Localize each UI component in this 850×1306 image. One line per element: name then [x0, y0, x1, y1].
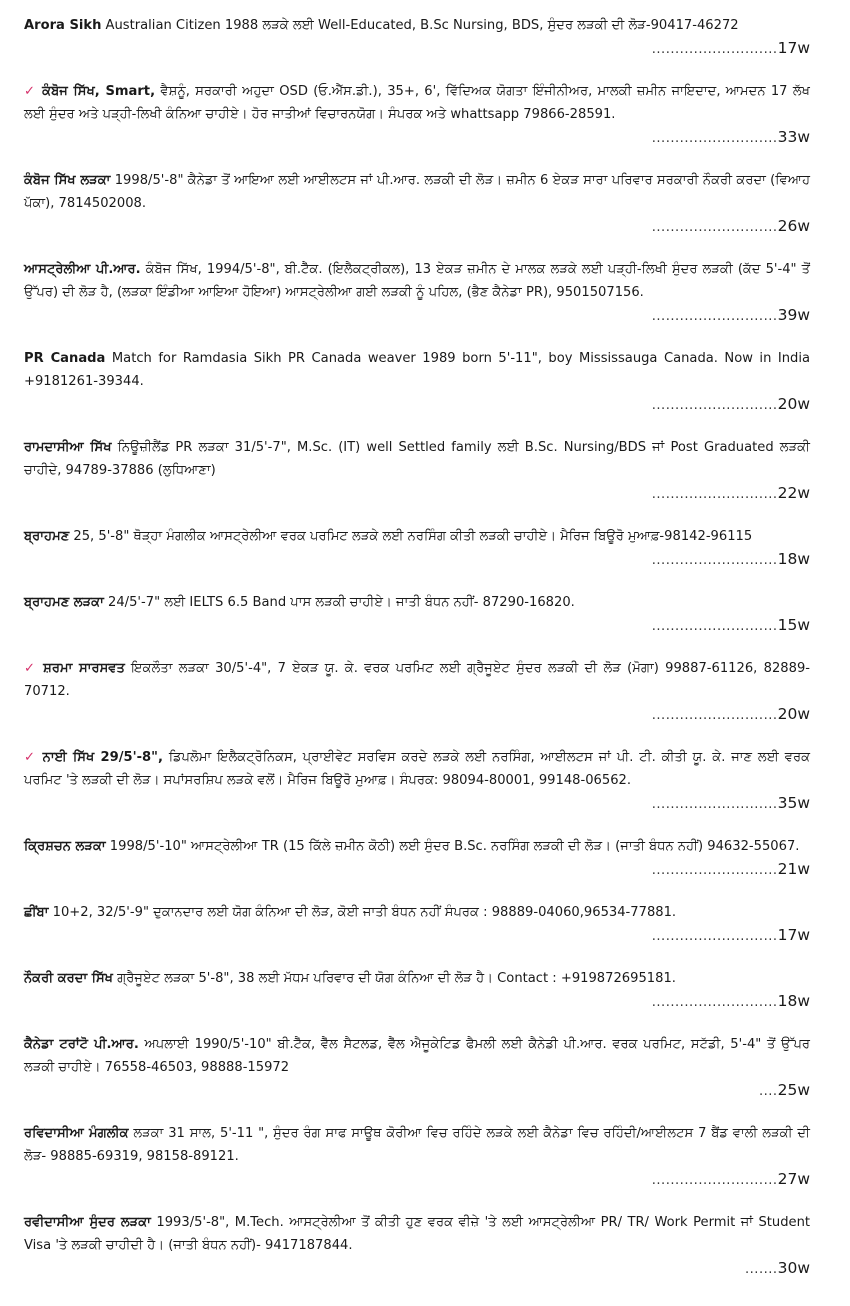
ad-text — [24, 835, 810, 858]
line-spacer — [24, 614, 810, 637]
ad-heading: ਕੈਨੇਡਾ ਟਰਾਂਟੋ ਪੀ.ਆਰ. — [24, 1037, 139, 1052]
line-spacer — [24, 1257, 810, 1280]
ad-text — [24, 347, 810, 393]
ad-body: ਨਿਊਜ਼ੀਲੈਂਡ PR ਲੜਕਾ 31/5'-7", M.Sc. (IT) well Settled family ਲਈ B.Sc. Nursing/BDS ਜਾਂ Post Graduated ਲੜਕੀ ਚਾਹੀਦੇ, 94789-37886 (ਲੁਧਿਆਣਾ) — [24, 440, 810, 478]
ad-text — [24, 1211, 810, 1257]
ad-heading: ਆਸਟ੍ਰੇਲੀਆ ਪੀ.ਆਰ. — [24, 262, 141, 277]
line-spacer — [24, 703, 810, 726]
ad-body: 1993/5'-8", M.Tech. ਆਸਟ੍ਰੇਲੀਆ ਤੋਂ ਕੀਤੀ ਹੁਣ ਵਰਕ ਵੀਜ਼ੇ 'ਤੇ ਲਈ ਆਸਟ੍ਰੇਲੀਆ PR/ TR/ Work Permit ਜਾਂ Student Visa 'ਤੇ ਲੜਕੀ ਚਾਹੀਦੀ ਹੈ। (ਜਾਤੀ ਬੰਧਨ ਨਹੀਂ)- 9417187844. — [24, 1215, 810, 1253]
ad-body: ਗ੍ਰੈਜੂਏਟ ਲੜਕਾ 5'-8", 38 ਲਈ ਮੱਧਮ ਪਰਿਵਾਰ ਦੀ ਯੋਗ ਕੰਨਿਆ ਦੀ ਲੋੜ ਹੈ। Contact : +919872695181. — [113, 971, 676, 986]
leader-dots: ........................... — [651, 398, 778, 413]
word-count-code: 25w — [777, 1081, 810, 1099]
ad-body: ਕੰਬੋਜ ਸਿੱਖ, 1994/5'-8", ਬੀ.ਟੈੱਕ. (ਇਲੈਕਟ੍ਰੀਕਲ), 13 ਏਕੜ ਜ਼ਮੀਨ ਦੇ ਮਾਲਕ ਲੜਕੇ ਲਈ ਪੜ੍ਹੀ-ਲਿਖੀ ਸੁੰਦਰ ਲੜਕੀ (ਕੱਦ 5'-4" ਤੋਂ ਉੱਪਰ) ਦੀ ਲੋੜ ਹੈ, (ਲੜਕਾ ਇੰਡੀਆ ਆਇਆ ਹੋਇਆ) ਆਸਟ੍ਰੇਲੀਆ ਗਈ ਲੜਕੀ ਨੂੰ ਪਹਿਲ, (ਭੈਣ ਕੈਨੇਡਾ PR), 9501507156. — [24, 262, 810, 300]
ad-text — [24, 901, 810, 924]
ad-body: 10+2, 32/5'-9" ਦੁਕਾਨਦਾਰ ਲਈ ਯੋਗ ਕੰਨਿਆ ਦੀ ਲੋੜ, ਕੋਈ ਜਾਤੀ ਬੰਧਨ ਨਹੀਂ ਸੰਪਰਕ : 98889-04060,96534-77881. — [48, 905, 677, 920]
line-spacer — [24, 1168, 810, 1191]
ad-text — [24, 258, 810, 304]
leader-dots: ........................... — [651, 309, 778, 324]
leader-dots: ........................... — [651, 1173, 778, 1188]
line-spacer — [24, 37, 810, 60]
leader-dots: ........................... — [651, 797, 778, 812]
ad-heading: ਰਵਿਦਾਸੀਆ ਮੰਗਲੀਕ — [24, 1126, 129, 1141]
line-spacer — [24, 304, 810, 327]
leader-dots: ........................... — [651, 487, 778, 502]
word-count-code: 20w — [777, 705, 810, 723]
classified-ad — [24, 1033, 810, 1103]
ad-heading: ਕ੍ਰਿਸ਼ਚਨ ਲੜਕਾ — [24, 839, 106, 854]
line-spacer — [24, 924, 810, 947]
checkmark-icon: ✓ — [24, 750, 37, 765]
word-count-code: 39w — [777, 306, 810, 324]
leader-dots: ........................... — [651, 553, 778, 568]
ad-heading: ਨੌਕਰੀ ਕਰਦਾ ਸਿੱਖ — [24, 971, 113, 986]
word-count-code: 18w — [777, 992, 810, 1010]
checkmark-icon: ✓ — [24, 84, 37, 99]
ad-text — [24, 80, 810, 126]
ad-body: 24/5'-7" ਲਈ IELTS 6.5 Band ਪਾਸ ਲੜਕੀ ਚਾਹੀਏ। ਜਾਤੀ ਬੰਧਨ ਨਹੀਂ- 87290-16820. — [103, 595, 575, 610]
word-count-code: 22w — [777, 484, 810, 502]
ad-body: ਡਿਪਲੋਮਾ ਇਲੈਕਟ੍ਰੋਨਿਕਸ, ਪ੍ਰਾਈਵੇਟ ਸਰਵਿਸ ਕਰਦੇ ਲੜਕੇ ਲਈ ਨਰਸਿੰਗ, ਆਈਲਟਸ ਜਾਂ ਪੀ. ਟੀ. ਕੀਤੀ ਯੂ. ਕੇ. ਜਾਣ ਲਈ ਵਰਕ ਪਰਮਿਟ 'ਤੇ ਲੜਕੀ ਦੀ ਲੋੜ। ਸਪਾਂਸਰਸ਼ਿਪ ਲੜਕੇ ਵਲੋਂ। ਮੈਰਿਜ ਬਿਊਰੋ ਮੁਆਫ਼। ਸੰਪਰਕ: 98094-80001, 99148-06562. — [24, 750, 810, 788]
ad-text — [24, 14, 810, 37]
ad-text — [24, 1122, 810, 1168]
ad-text — [24, 967, 810, 990]
ad-text — [24, 591, 810, 614]
word-count-code: 21w — [777, 860, 810, 878]
ad-text — [24, 746, 810, 792]
classified-ad — [24, 657, 810, 727]
ad-heading: ਰਵੀਦਾਸੀਆ ਸੁੰਦਰ ਲੜਕਾ — [24, 1215, 151, 1230]
ad-body: ਵੈਸ਼ਨੂੰ, ਸਰਕਾਰੀ ਅਹੁਦਾ OSD (ਓ.ਐੱਸ.ਡੀ.), 35+, 6', ਵਿੱਦਿਅਕ ਯੋਗਤਾ ਇੰਜੀਨੀਅਰ, ਮਾਲਕੀ ਜ਼ਮੀਨ ਜਾਇਦਾਦ, ਆਮਦਨ 17 ਲੱਖ ਲਈ ਸੁੰਦਰ ਅਤੇ ਪੜ੍ਹੀ-ਲਿਖੀ ਕੰਨਿਆ ਚਾਹੀਏ। ਹੋਰ ਜਾਤੀਆਂ ਵਿਚਾਰਨਯੋਗ। ਸੰਪਰਕ ਅਤੇ whattsapp 79866-28591. — [24, 84, 810, 122]
classified-ad — [24, 1211, 810, 1281]
leader-dots: ........................... — [651, 131, 778, 146]
classified-ad — [24, 80, 810, 150]
word-count-code: 30w — [777, 1259, 810, 1277]
ad-text — [24, 657, 810, 703]
classified-ad — [24, 347, 810, 417]
ad-text — [24, 1033, 810, 1079]
ad-heading: ਕੰਬੋਜ ਸਿੱਖ ਲੜਕਾ — [24, 173, 111, 188]
line-spacer — [24, 1079, 810, 1102]
word-count-code: 35w — [777, 794, 810, 812]
ad-body: 1998/5'-8" ਕੈਨੇਡਾ ਤੋਂ ਆਇਆ ਲਈ ਆਈਲਟਸ ਜਾਂ ਪੀ.ਆਰ. ਲੜਕੀ ਦੀ ਲੋੜ। ਜ਼ਮੀਨ 6 ਏਕੜ ਸਾਰਾ ਪਰਿਵਾਰ ਸਰਕਾਰੀ ਨੌਕਰੀ ਕਰਦਾ (ਵਿਆਹ ਪੱਕਾ), 7814502008. — [24, 173, 810, 211]
word-count-code: 27w — [777, 1170, 810, 1188]
leader-dots: .... — [758, 1084, 778, 1099]
leader-dots: ........................... — [651, 929, 778, 944]
classified-ad — [24, 901, 810, 948]
ad-body: Match for Ramdasia Sikh PR Canada weaver 1989 born 5'-11", boy Mississauga Canada. Now in India +9181261-39344. — [24, 351, 810, 389]
ad-heading: ਨਾਈ ਸਿੱਖ 29/5'-8", — [42, 750, 163, 765]
classified-ad — [24, 967, 810, 1014]
word-count-code: 20w — [777, 395, 810, 413]
ad-heading: Arora Sikh — [24, 18, 102, 33]
line-spacer — [24, 548, 810, 571]
leader-dots: ........................... — [651, 995, 778, 1010]
classified-ad — [24, 258, 810, 328]
ad-heading: ਬ੍ਰਾਹਮਣ — [24, 529, 70, 544]
classified-ad — [24, 525, 810, 572]
line-spacer — [24, 858, 810, 881]
word-count-code: 17w — [777, 39, 810, 57]
ad-heading: ਸ਼ਰਮਾ ਸਾਰਸਵਤ — [43, 661, 125, 676]
word-count-code: 26w — [777, 217, 810, 235]
ad-body: 1998/5'-10" ਆਸਟ੍ਰੇਲੀਆ TR (15 ਕਿੱਲੇ ਜ਼ਮੀਨ ਕੋਠੀ) ਲਈ ਸੁੰਦਰ B.Sc. ਨਰਸਿੰਗ ਲੜਕੀ ਦੀ ਲੋੜ। (ਜਾਤੀ ਬੰਧਨ ਨਹੀਂ) 94632-55067. — [105, 839, 800, 854]
leader-dots: ........................... — [651, 708, 778, 723]
line-spacer — [24, 990, 810, 1013]
word-count-code: 17w — [777, 926, 810, 944]
ad-heading: ਛੀਂਬਾ — [24, 905, 49, 920]
ad-body: ਲੜਕਾ 31 ਸਾਲ, 5'-11 ", ਸੁੰਦਰ ਰੰਗ ਸਾਫ ਸਾਊਥ ਕੋਰੀਆ ਵਿਚ ਰਹਿੰਦੇ ਲੜਕੇ ਲਈ ਕੈਨੇਡਾ ਵਿਚ ਰਹਿੰਦੀ/ਆਈਲਟਸ 7 ਬੈਂਡ ਵਾਲੀ ਲੜਕੀ ਦੀ ਲੋੜ- 98885-69319, 98158-89121. — [24, 1126, 810, 1164]
word-count-code: 33w — [777, 128, 810, 146]
ad-body: ਅਪਲਾਈ 1990/5'-10" ਬੀ.ਟੈੱਕ, ਵੈੱਲ ਸੈਟਲਡ, ਵੈੱਲ ਐਜੂਕੇਟਿਡ ਫੈਮਲੀ ਲਈ ਕੈਨੇਡੀ ਪੀ.ਆਰ. ਵਰਕ ਪਰਮਿਟ, ਸਟੱਡੀ, 5'-4" ਤੋਂ ਉੱਪਰ ਲੜਕੀ ਚਾਹੀਏ। 76558-46503, 98888-15972 — [24, 1037, 811, 1075]
line-spacer — [24, 482, 810, 505]
classified-ad — [24, 169, 810, 239]
ad-heading: ਰਾਮਦਾਸੀਆ ਸਿੱਖ — [24, 440, 112, 455]
ad-text — [24, 436, 810, 482]
classified-ad — [24, 591, 810, 638]
ad-heading: ਬ੍ਰਾਹਮਣ ਲੜਕਾ — [24, 595, 104, 610]
ad-text — [24, 525, 810, 548]
leader-dots: ........................... — [651, 42, 778, 57]
ad-heading: ਕੰਬੋਜ ਸਿੱਖ, Smart, — [42, 84, 156, 99]
classified-ad — [24, 436, 810, 506]
classified-ad — [24, 14, 810, 61]
leader-dots: ........................... — [651, 619, 778, 634]
checkmark-icon: ✓ — [24, 661, 38, 676]
line-spacer — [24, 215, 810, 238]
leader-dots: ........................... — [651, 220, 778, 235]
leader-dots: ....... — [744, 1262, 778, 1277]
ad-body: 25, 5'-8" ਥੋੜ੍ਹਾ ਮੰਗਲੀਕ ਆਸਟ੍ਰੇਲੀਆ ਵਰਕ ਪਰਮਿਟ ਲੜਕੇ ਲਈ ਨਰਸਿੰਗ ਕੀਤੀ ਲੜਕੀ ਚਾਹੀਏ। ਮੈਰਿਜ ਬਿਊਰੋ ਮੁਆਫ਼-98142-96115 — [69, 529, 753, 544]
ad-heading: PR Canada — [24, 351, 106, 366]
ad-body: ਇਕਲੌਤਾ ਲੜਕਾ 30/5'-4", 7 ਏਕੜ ਯੂ. ਕੇ. ਵਰਕ ਪਰਮਿਟ ਲਈ ਗ੍ਰੈਜੂਏਟ ਸੁੰਦਰ ਲੜਕੀ ਦੀ ਲੋੜ (ਮੋਗਾ) 99887-61126, 82889-70712. — [24, 661, 810, 699]
classified-ad — [24, 1122, 810, 1192]
ad-text — [24, 169, 810, 215]
word-count-code: 15w — [777, 616, 810, 634]
classified-ad — [24, 746, 810, 816]
leader-dots: ........................... — [651, 863, 778, 878]
line-spacer — [24, 393, 810, 416]
line-spacer — [24, 792, 810, 815]
line-spacer — [24, 126, 810, 149]
ad-body: Australian Citizen 1988 ਲੜਕੇ ਲਈ Well-Educated, B.Sc Nursing, BDS, ਸੁੰਦਰ ਲੜਕੀ ਦੀ ਲੋੜ-90417-46272 — [101, 18, 739, 33]
word-count-code: 18w — [777, 550, 810, 568]
classified-ad — [24, 835, 810, 882]
